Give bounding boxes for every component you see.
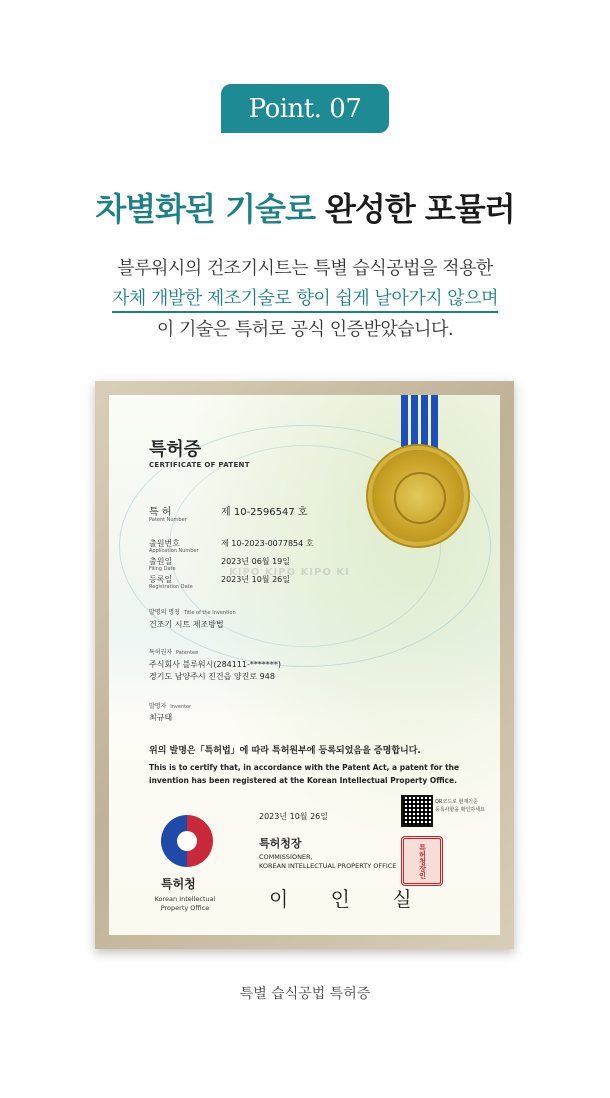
- qr-note-line-2: 등록사항을 확인하세요: [435, 807, 485, 813]
- patent-number-value: 제 10-2596547 호: [221, 507, 308, 518]
- statement-english: This is to certify that, in accordance with the Patent Act, a patent for the invention has been registered at the Korean Intellectual Property Office.: [149, 763, 460, 785]
- description-line-1: 블루워시의 건조기시트는 특별 습식공법을 적용한: [117, 258, 493, 279]
- headline-rest: 완성한 포뮬러: [314, 190, 515, 228]
- issue-date: 2023년 10월 26일: [259, 812, 328, 821]
- ribbon-stripe: [431, 395, 438, 455]
- application-number-label-en: Application Number: [149, 548, 199, 554]
- certificate-frame: [95, 381, 514, 949]
- statement-korean: 위의 발명은「특허법」에 따라 특허원부에 등록되었음을 증명합니다.: [149, 746, 421, 756]
- registration-date-value: 2023년 10월 26일: [221, 575, 290, 584]
- ribbon-stripe: [401, 395, 408, 455]
- gold-seal-icon: [372, 450, 464, 542]
- invention-label: 발명의 명칭 Title of the Invention: [149, 609, 236, 616]
- qr-note-line-1: QR코드로 현재기준: [435, 799, 478, 805]
- description-line-3: 이 기술은 특허로 공식 인증받았습니다.: [156, 319, 454, 340]
- kipo-logo-icon: [161, 815, 213, 867]
- official-stamp-icon: [401, 836, 443, 886]
- commissioner-en-line-2: KOREAN INTELLECTUAL PROPERTY OFFICE: [259, 862, 397, 870]
- commissioner-en-line-1: COMMISSIONER,: [259, 853, 313, 861]
- office-name: 특허청: [161, 877, 196, 891]
- certificate-subtitle: CERTIFICATE OF PATENT: [149, 461, 250, 469]
- certificate-caption: 특별 습식공법 특허증: [239, 986, 371, 1002]
- patent-number-label-en: Patent Number: [149, 517, 187, 523]
- description-line-2: [0, 284, 610, 310]
- kipo-watermark: KIPO KIPO KIPO KI: [229, 567, 350, 578]
- application-number-label: 출원번호: [149, 539, 180, 548]
- point-badge: [221, 84, 389, 133]
- certificate-title: 특허증: [149, 439, 202, 460]
- filing-date-label: 출원일: [149, 557, 173, 566]
- office-name-en: Korean Intellectual Property Office: [154, 895, 216, 912]
- patentee-label: 특허권자 Patentee: [149, 649, 199, 656]
- headline-accent: 차별화된 기술로: [95, 190, 315, 228]
- ribbon-stripe: [411, 395, 418, 455]
- registration-date-label: 등록일: [149, 575, 173, 584]
- certificate-paper: [109, 395, 500, 935]
- description-highlight: 자체 개발한 제조기술로 향이 쉽게 날아가지 않으며: [112, 288, 498, 313]
- filing-date-label-en: Filing Date: [149, 566, 176, 572]
- headline: [0, 184, 610, 230]
- commissioner-title: 특허청장: [259, 837, 302, 850]
- stamp-text: 특허청장인: [418, 843, 427, 879]
- registration-date-label-en: Registration Date: [149, 584, 193, 590]
- patentee-line-2: 경기도 남양주시 진건읍 양진로 948: [149, 672, 275, 681]
- patent-number-label: 특 허: [149, 507, 172, 518]
- filing-date-value: 2023년 06월 19일: [221, 557, 290, 566]
- inventor-value: 최규태: [149, 713, 173, 722]
- inventor-label: 발명자 Inventor: [149, 703, 192, 710]
- qr-code-icon: [401, 795, 433, 827]
- application-number-value: 제 10-2023-0077854 호: [221, 539, 314, 548]
- invention-value: 건조기 시트 제조방법: [149, 620, 224, 629]
- ribbon-stripe: [421, 395, 428, 455]
- commissioner-signature: 이 인 실: [269, 887, 430, 911]
- point-badge-label: Point. 07: [248, 93, 362, 124]
- patentee-line-1: 주식회사 블루워시(284111-*******): [149, 660, 282, 669]
